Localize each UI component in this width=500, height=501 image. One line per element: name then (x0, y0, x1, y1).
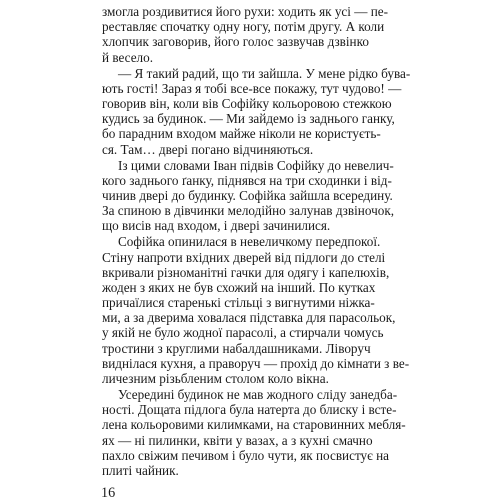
text-line: Софійка опинилася в невеличкому передпокої. (118, 234, 381, 250)
text-line: тростини з круглими набалдашниками. Ліворуч (102, 340, 371, 356)
text-line: кого заднього ґанку, піднявся на три сходинки і від- (102, 172, 392, 188)
text-line: бо парадним входом майже ніколи не користуєть- (102, 126, 381, 142)
text-line: ся. Там… двері погано відчиняються. (102, 141, 314, 157)
text-line: вкривали різноманітні гачки для одягу і капелюхів, (102, 264, 390, 280)
text-line: у якій не було жодної парасолі, а стирчали чомусь (102, 325, 384, 341)
text-line: личезним різьбленим столом коло вікна. (102, 370, 329, 386)
text-line: реставляє спочатку одну ногу, потім другу. А коли (102, 19, 385, 35)
text-line: Усередині будинок не мав жодного сліду занедба- (118, 387, 398, 402)
page-number: 16 (101, 485, 116, 501)
text-line: ють гості! Зараз я тобі все-все покажу, тут чудово! — (102, 80, 402, 96)
text-line: ми, а за дверима ховалася підставка для парасольок, (102, 310, 396, 326)
text-line: й весело. (102, 49, 154, 65)
text-line: виднілася кухня, а праворуч — прохід до кімнати з ве- (102, 355, 410, 371)
text-line: лена кольоровими килимками, на старовинних мебля- (102, 417, 406, 433)
text-line: пахло свіжим печивом і було чути, як посвистує на (102, 447, 390, 463)
text-line: жоден з яких не був схожий на інший. По кутках (102, 279, 376, 295)
text-line: кудись за будинок. — Ми зайдемо із заднього ганку, (102, 111, 395, 127)
text-line: чинив двері до будинку. Софійка зайшла всередину. (102, 187, 393, 203)
text-line: змогла роздивитися його рухи: ходить як усі — пе- (102, 4, 389, 19)
text-line: ях — ні пилинки, квіти у вазах, а з кухні смачно (102, 432, 373, 448)
text-line: Стіну напроти вхідних дверей від підлоги до стелі (102, 249, 386, 265)
text-line: ності. Дощата підлога була натерта до блиску і встe- (102, 402, 397, 418)
text-line: За спиною в дівчинки мелодійно залунав дзвіночок, (102, 203, 395, 219)
text-line: Із цими словами Іван підвів Софійку до невелич- (118, 157, 394, 173)
text-line: — Я такий радий, що ти зайшла. У мене рідко бува- (118, 65, 411, 81)
text-line: причаїлися старенькі стільці з вигнутими ніжка- (102, 295, 375, 311)
text-line: хлопчик заговорив, його голос зазвучав дзвінко (102, 34, 369, 50)
text-line: плиті чайник. (102, 462, 179, 478)
text-line: що висів над входом, і двері зачинилися. (102, 218, 331, 234)
text-line: говорив він, коли вів Софійку кольоровою стежкою (102, 96, 392, 111)
